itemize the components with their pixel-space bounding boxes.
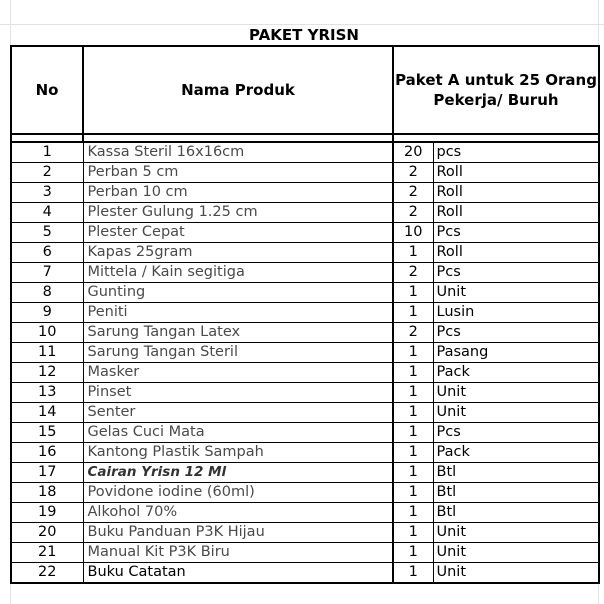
unit-cell[interactable]: Pcs [433, 223, 599, 243]
row-number-cell[interactable]: 11 [11, 343, 83, 363]
unit-cell[interactable]: Unit [433, 563, 599, 584]
table-row [11, 403, 599, 423]
unit-cell[interactable]: Pack [433, 443, 599, 463]
row-number-cell[interactable]: 16 [11, 443, 83, 463]
table-row [11, 283, 599, 303]
quantity-cell[interactable]: 1 [393, 283, 433, 303]
quantity-cell[interactable]: 1 [393, 483, 433, 503]
quantity-cell[interactable]: 1 [393, 403, 433, 423]
unit-cell[interactable]: Pcs [433, 263, 599, 283]
product-name-cell[interactable]: Mittela / Kain segitiga [83, 263, 393, 283]
quantity-cell[interactable]: 20 [393, 142, 433, 163]
table-row [11, 323, 599, 343]
product-name-cell[interactable]: Plester Gulung 1.25 cm [83, 203, 393, 223]
table-row [11, 463, 599, 483]
unit-cell[interactable]: Btl [433, 463, 599, 483]
quantity-cell[interactable]: 1 [393, 503, 433, 523]
quantity-cell[interactable]: 2 [393, 203, 433, 223]
row-number-cell[interactable]: 10 [11, 323, 83, 343]
unit-cell[interactable]: Roll [433, 163, 599, 183]
header-package[interactable]: Paket A untuk 25 Orang Pekerja/ Buruh [393, 46, 599, 134]
quantity-cell[interactable]: 1 [393, 523, 433, 543]
unit-cell[interactable]: Btl [433, 483, 599, 503]
header-row [11, 46, 599, 134]
product-name-cell[interactable]: Buku Catatan [83, 563, 393, 584]
table-row [11, 503, 599, 523]
table-row [11, 203, 599, 223]
row-number-cell[interactable]: 5 [11, 223, 83, 243]
table-row [11, 363, 599, 383]
product-name-cell[interactable]: Cairan Yrisn 12 Ml [83, 463, 393, 483]
unit-cell[interactable]: Unit [433, 283, 599, 303]
quantity-cell[interactable]: 1 [393, 463, 433, 483]
product-name-cell[interactable]: Manual Kit P3K Biru [83, 543, 393, 563]
spacer-row [11, 134, 599, 142]
product-name-cell[interactable]: Gelas Cuci Mata [83, 423, 393, 443]
table-row [11, 523, 599, 543]
quantity-cell[interactable]: 1 [393, 303, 433, 323]
table-row [11, 343, 599, 363]
product-name-cell[interactable]: Kapas 25gram [83, 243, 393, 263]
table-row [11, 483, 599, 503]
quantity-cell[interactable]: 1 [393, 243, 433, 263]
quantity-cell[interactable]: 10 [393, 223, 433, 243]
quantity-cell[interactable]: 1 [393, 543, 433, 563]
table-row [11, 303, 599, 323]
quantity-cell[interactable]: 2 [393, 323, 433, 343]
quantity-cell[interactable]: 1 [393, 383, 433, 403]
row-number-cell[interactable]: 3 [11, 183, 83, 203]
unit-cell[interactable]: Roll [433, 243, 599, 263]
product-name-cell[interactable]: Senter [83, 403, 393, 423]
product-name-cell[interactable]: Kantong Plastik Sampah [83, 443, 393, 463]
row-number-cell[interactable]: 13 [11, 383, 83, 403]
product-name-cell[interactable]: Povidone iodine (60ml) [83, 483, 393, 503]
unit-cell[interactable]: Roll [433, 203, 599, 223]
unit-cell[interactable]: Roll [433, 183, 599, 203]
row-number-cell[interactable]: 20 [11, 523, 83, 543]
unit-cell[interactable]: Unit [433, 383, 599, 403]
unit-cell[interactable]: Pcs [433, 423, 599, 443]
row-number-cell[interactable]: 9 [11, 303, 83, 323]
unit-cell[interactable]: Pcs [433, 323, 599, 343]
row-number-cell[interactable]: 7 [11, 263, 83, 283]
product-name-cell[interactable]: Plester Cepat [83, 223, 393, 243]
unit-cell[interactable]: Pasang [433, 343, 599, 363]
quantity-cell[interactable]: 2 [393, 263, 433, 283]
table-row [11, 243, 599, 263]
table-row [11, 183, 599, 203]
header-name[interactable]: Nama Produk [83, 46, 393, 134]
row-number-cell[interactable]: 4 [11, 203, 83, 223]
product-name-cell[interactable]: Perban 5 cm [83, 163, 393, 183]
unit-cell[interactable]: pcs [433, 142, 599, 163]
row-number-cell[interactable]: 2 [11, 163, 83, 183]
sheet-title: PAKET YRISN [249, 26, 359, 44]
product-name-cell[interactable]: Pinset [83, 383, 393, 403]
quantity-cell[interactable]: 1 [393, 363, 433, 383]
row-number-cell[interactable]: 6 [11, 243, 83, 263]
product-name-cell[interactable]: Kassa Steril 16x16cm [83, 142, 393, 163]
quantity-cell[interactable]: 2 [393, 163, 433, 183]
table-row [11, 263, 599, 283]
row-number-cell[interactable]: 1 [11, 142, 83, 163]
product-name-cell[interactable]: Peniti [83, 303, 393, 323]
unit-cell[interactable]: Pack [433, 363, 599, 383]
row-number-cell[interactable]: 15 [11, 423, 83, 443]
product-name-cell[interactable]: Gunting [83, 283, 393, 303]
unit-cell[interactable]: Unit [433, 403, 599, 423]
table-row [11, 443, 599, 463]
row-number-cell[interactable]: 8 [11, 283, 83, 303]
unit-cell[interactable]: Lusin [433, 303, 599, 323]
unit-cell[interactable]: Btl [433, 503, 599, 523]
row-number-cell[interactable]: 21 [11, 543, 83, 563]
table-row [11, 563, 599, 584]
product-name-cell[interactable]: Alkohol 70% [83, 503, 393, 523]
table-row [11, 163, 599, 183]
row-number-cell[interactable]: 18 [11, 483, 83, 503]
product-name-cell[interactable]: Sarung Tangan Steril [83, 343, 393, 363]
quantity-cell[interactable]: 1 [393, 343, 433, 363]
row-number-cell[interactable]: 17 [11, 463, 83, 483]
table-row [11, 423, 599, 443]
table-row [11, 142, 599, 163]
quantity-cell[interactable]: 2 [393, 183, 433, 203]
product-name-cell[interactable]: Buku Panduan P3K Hijau [83, 523, 393, 543]
product-name-cell[interactable]: Sarung Tangan Latex [83, 323, 393, 343]
unit-cell[interactable]: Unit [433, 543, 599, 563]
quantity-cell[interactable]: 1 [393, 423, 433, 443]
quantity-cell[interactable]: 1 [393, 443, 433, 463]
row-number-cell[interactable]: 14 [11, 403, 83, 423]
table-row [11, 383, 599, 403]
row-number-cell[interactable]: 19 [11, 503, 83, 523]
product-name-cell[interactable]: Perban 10 cm [83, 183, 393, 203]
header-no[interactable]: No [11, 46, 83, 134]
product-name-cell[interactable]: Masker [83, 363, 393, 383]
row-number-cell[interactable]: 22 [11, 563, 83, 584]
quantity-cell[interactable]: 1 [393, 563, 433, 584]
product-table [10, 45, 600, 584]
table-row [11, 543, 599, 563]
row-number-cell[interactable]: 12 [11, 363, 83, 383]
unit-cell[interactable]: Unit [433, 523, 599, 543]
table-row [11, 223, 599, 243]
